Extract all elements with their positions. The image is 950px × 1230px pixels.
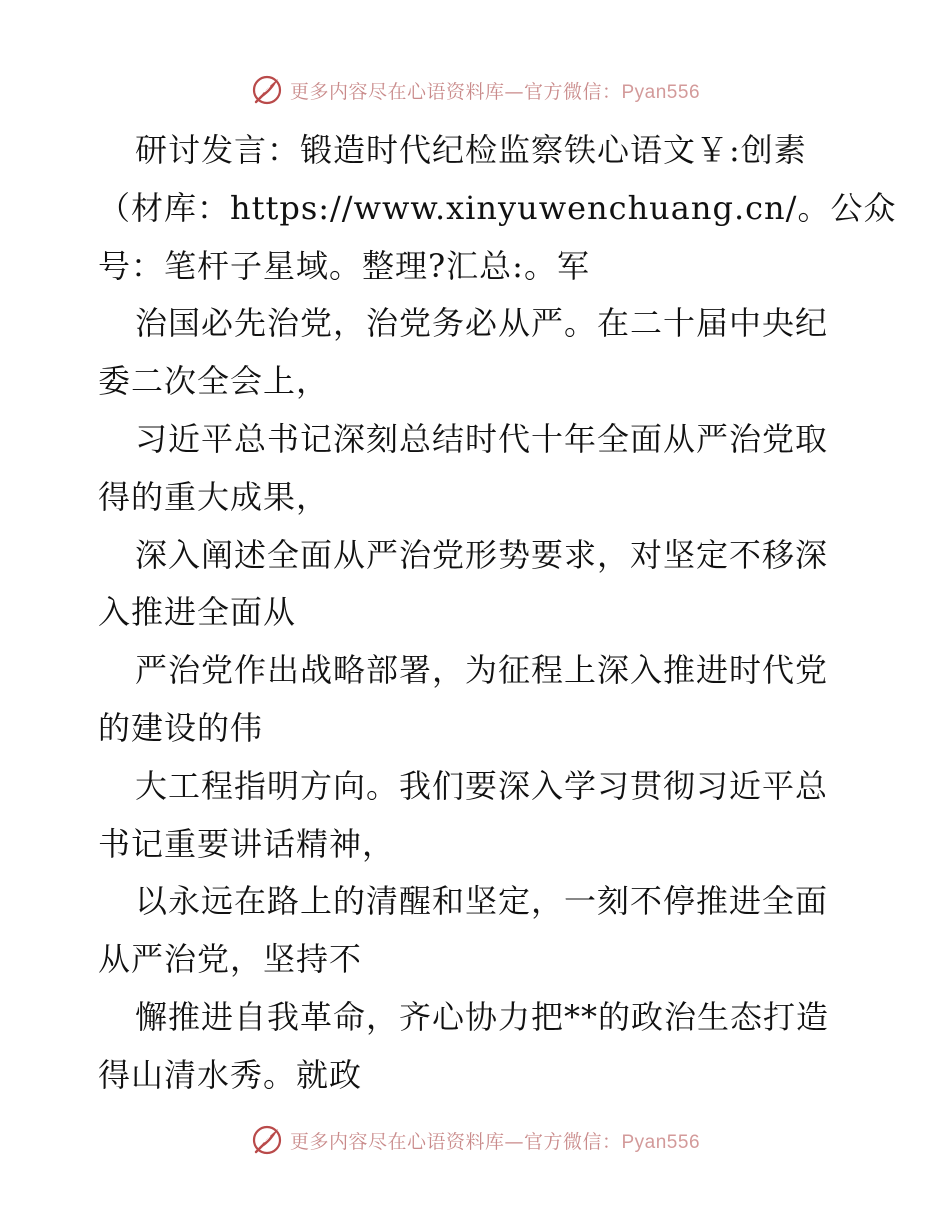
footer-banner — [0, 1120, 950, 1160]
body-text-line: 大工程指明方向。我们要深入学习贯彻习近平总 — [135, 766, 829, 805]
body-text-line: 的建设的伟 — [98, 708, 264, 747]
quill-pen-logo-icon — [250, 1123, 284, 1157]
header-banner — [0, 70, 950, 110]
footer-banner-text: 更多内容尽在心语资料库—官方微信：Pyan556 — [289, 1130, 701, 1153]
body-text-line: 得的重大成果， — [98, 477, 330, 516]
body-text-line: 懈推进自我革命，齐心协力把**的政治生态打造 — [135, 997, 830, 1036]
body-text-line: 从严治党，坚持不 — [98, 940, 363, 979]
body-text-line: 治国必先治党，治党务必从严。在二十届中央纪 — [135, 304, 829, 343]
body-text-line: 深入阐述全面从严治党形势要求，对坚定不移深 — [135, 535, 829, 574]
document-body — [98, 122, 897, 1105]
body-text-line: 号：笔杆子星域。整理?汇总:。军 — [98, 246, 590, 285]
body-text-line: 习近平总书记深刻总结时代十年全面从严治党取 — [135, 419, 829, 458]
body-text-line: 书记重要讲话精神， — [98, 824, 396, 863]
footer-wechat-id: Pyan556 — [621, 1131, 701, 1153]
header-banner-text: 更多内容尽在心语资料库—官方微信：Pyan556 — [289, 80, 701, 103]
body-text-line: 委二次全会上， — [98, 362, 330, 401]
header-wechat-id: Pyan556 — [621, 81, 701, 103]
body-text-line: 严治党作出战略部署，为征程上深入推进时代党 — [135, 651, 829, 690]
body-text-line: 研讨发言：锻造时代纪检监察铁心语文￥:创素 — [135, 131, 807, 169]
body-text-line: 入推进全面从 — [98, 593, 297, 632]
body-text-line: 得山清水秀。就政 — [98, 1055, 363, 1094]
body-text-line: （材库：https://www.xinyuwenchuang.cn/。公众 — [98, 188, 897, 227]
quill-pen-logo-icon — [250, 73, 284, 107]
body-text-line: 以永远在路上的清醒和坚定，一刻不停推进全面 — [135, 882, 829, 921]
